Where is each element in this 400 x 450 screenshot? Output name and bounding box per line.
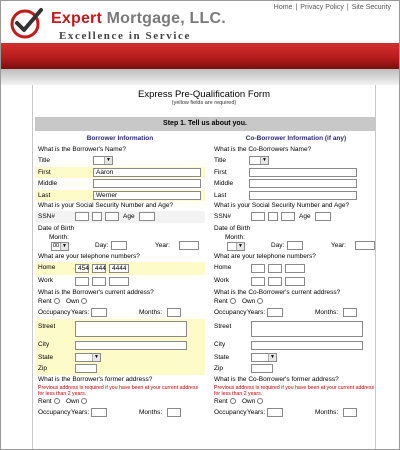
chevron-down-icon: ▼: [60, 243, 68, 250]
coborrower-heading: Co-Borrower Information (if any): [245, 135, 347, 142]
occupancy-label: Occupancy: [214, 309, 247, 316]
occupancy-label: Occupancy: [214, 408, 247, 416]
checkmark-circle-icon: [8, 5, 44, 41]
brand-name[interactable]: [51, 10, 226, 28]
ssn-label: SSN#: [214, 213, 231, 220]
coborrower-rent-own-row: [211, 298, 381, 307]
borrower-name-question: What is the Borrower's Name?: [38, 146, 126, 153]
own-label: Own: [242, 397, 256, 405]
coborrower-city-row: [211, 339, 381, 352]
coborrower-former-years-input[interactable]: [267, 408, 283, 417]
coborrower-work-phone-row: [211, 275, 381, 288]
coborrower-ssn-part2-input[interactable]: [268, 212, 278, 221]
own-label: Own: [66, 298, 80, 305]
borrower-street-row: [35, 319, 205, 339]
coborrower-ssn-part1-input[interactable]: [251, 212, 265, 221]
coborrower-title-select[interactable]: [249, 156, 269, 165]
borrower-state-row: [35, 352, 205, 364]
borrower-ssn-question: What is your Social Security Number and Age?: [38, 202, 174, 209]
years-label: Years:: [71, 408, 90, 416]
borrower-day-input[interactable]: [111, 241, 127, 250]
coborrower-work-prefix-input[interactable]: [268, 277, 282, 286]
borrower-zip-input[interactable]: [75, 364, 97, 373]
coborrower-day-input[interactable]: [287, 241, 303, 250]
day-label: Day:: [95, 242, 109, 249]
own-label: Own: [66, 397, 80, 405]
own-label: Own: [242, 298, 256, 305]
borrower-former-question: What is the Borrower's former address?: [38, 375, 153, 383]
coborrower-ssn-question: What is your Social Security Number and Age?: [214, 202, 350, 209]
months-label: Months:: [139, 408, 163, 416]
month-label: Month:: [49, 234, 69, 241]
coborrower-former-warning: Previous address is required if you have been at your current address for less than 2 years.: [214, 384, 375, 397]
state-label: State: [214, 353, 230, 361]
nav-security-link[interactable]: Site Security: [351, 4, 391, 11]
title-label: Title: [214, 157, 227, 164]
month-value: 00: [53, 243, 60, 249]
occupancy-label: Occupancy: [38, 408, 71, 416]
coborrower-first-name-input[interactable]: [249, 168, 357, 177]
borrower-former-occupancy-row: [35, 407, 205, 419]
borrower-home-prefix-input[interactable]: 444: [92, 264, 106, 273]
borrower-work-line-input[interactable]: [109, 277, 129, 286]
coborrower-dob-row: [211, 234, 381, 252]
step-1-header: Step 1. Tell us about you.: [35, 117, 375, 131]
city-label: City: [214, 340, 226, 348]
coborrower-home-area-input[interactable]: [251, 264, 265, 273]
borrower-city-input[interactable]: [75, 341, 187, 350]
coborrower-column: [211, 133, 381, 418]
coborrower-year-input[interactable]: [355, 241, 375, 250]
brand-name-rest: Mortgage, LLC.: [106, 10, 226, 27]
state-label: State: [38, 353, 54, 361]
rent-label: Rent: [214, 298, 228, 305]
borrower-work-prefix-input[interactable]: [92, 277, 106, 286]
coborrower-years-input[interactable]: [267, 308, 283, 317]
coborrower-former-rent-radio[interactable]: [230, 398, 236, 404]
months-label: Months:: [139, 309, 163, 316]
red-banner: [1, 43, 399, 69]
coborrower-age-input[interactable]: [315, 212, 331, 221]
coborrower-home-line-input[interactable]: [285, 264, 305, 273]
years-label: Years:: [247, 408, 266, 416]
borrower-ssn-row: [35, 211, 205, 223]
brand-tagline: Excellence in Service: [59, 30, 191, 42]
borrower-month-select[interactable]: [51, 242, 69, 251]
form-panel: [32, 85, 376, 450]
borrower-former-rent-own-row: [35, 398, 205, 407]
coborrower-dob-label-row: [211, 223, 381, 235]
years-label: Years:: [247, 309, 266, 316]
coborrower-month-select[interactable]: [227, 242, 245, 251]
coborrower-own-radio[interactable]: [257, 298, 263, 304]
middle-label: Middle: [38, 180, 58, 187]
borrower-ssn-part1-input[interactable]: [75, 212, 89, 221]
rent-label: Rent: [38, 298, 52, 305]
work-phone-label: Work: [38, 277, 54, 284]
chevron-down-icon: ▼: [268, 354, 276, 361]
borrower-own-radio[interactable]: [81, 298, 87, 304]
borrower-dob-row: [35, 234, 205, 252]
borrower-title-row: [35, 155, 205, 167]
brand-name-highlight: Expert: [51, 10, 107, 27]
chevron-down-icon: ▼: [104, 157, 112, 164]
ssn-label: SSN#: [38, 213, 55, 220]
city-label: City: [38, 340, 50, 348]
nav-separator: |: [295, 4, 298, 11]
borrower-work-phone-row: [35, 275, 205, 288]
middle-label: Middle: [214, 180, 234, 187]
first-label: First: [214, 168, 227, 176]
coborrower-street-row: [211, 319, 381, 339]
borrower-last-row: [35, 190, 205, 202]
coborrower-state-select[interactable]: [251, 353, 277, 362]
years-label: Years:: [71, 309, 90, 316]
borrower-city-row: [35, 339, 205, 352]
zip-label: Zip: [214, 365, 224, 372]
form-title: Express Pre-Qualification Form: [138, 89, 270, 100]
coborrower-phone-question: What are your telephone numbers?: [214, 253, 316, 260]
coborrower-former-own-radio[interactable]: [257, 398, 263, 404]
coborrower-months-input[interactable]: [343, 308, 357, 317]
last-label: Last: [38, 191, 51, 199]
borrower-home-phone-row: [35, 262, 205, 275]
borrower-street-input[interactable]: [75, 321, 187, 337]
borrower-dob-label-row: [35, 223, 205, 235]
day-label: Day:: [271, 242, 285, 249]
borrower-years-input[interactable]: [91, 308, 107, 317]
home-phone-label: Home: [38, 264, 56, 271]
coborrower-first-row: [211, 167, 381, 179]
borrower-rent-own-row: [35, 298, 205, 307]
site-header: [1, 1, 399, 43]
borrower-former-warning: Previous address is required if you have been at your current address for less than 2 years.: [38, 384, 199, 397]
street-label: Street: [38, 322, 56, 330]
coborrower-home-phone-row: [211, 262, 381, 275]
dob-label: Date of Birth: [38, 224, 75, 232]
chevron-down-icon: ▼: [92, 354, 100, 361]
age-label: Age: [123, 213, 135, 220]
months-label: Months:: [315, 408, 339, 416]
first-label: First: [38, 168, 51, 176]
coborrower-former-question: What is the Co-Borrower's former address?: [214, 375, 339, 383]
borrower-former-own-radio[interactable]: [81, 398, 87, 404]
rent-label: Rent: [214, 397, 228, 405]
coborrower-rent-radio[interactable]: [230, 298, 236, 304]
borrower-ssn-part2-input[interactable]: [92, 212, 102, 221]
borrower-middle-row: [35, 178, 205, 190]
top-nav: [274, 4, 391, 11]
home-phone-label: Home: [214, 264, 232, 271]
borrower-age-input[interactable]: [139, 212, 155, 221]
borrower-former-rent-radio[interactable]: [54, 398, 60, 404]
dob-label: Date of Birth: [214, 224, 251, 232]
coborrower-zip-input[interactable]: [251, 364, 273, 373]
borrower-phone-question: What are your telephone numbers?: [38, 253, 140, 260]
coborrower-middle-name-input[interactable]: [249, 179, 357, 188]
coborrower-title-row: [211, 155, 381, 167]
borrower-occupancy-row: [35, 307, 205, 319]
coborrower-name-question: What is the Co-Borrowers Name?: [214, 146, 312, 153]
coborrower-former-rent-own-row: [211, 398, 381, 407]
borrower-ssn-part3-input[interactable]: [105, 212, 119, 221]
borrower-zip-row: [35, 363, 205, 375]
title-label: Title: [38, 157, 51, 164]
rent-label: Rent: [38, 397, 52, 405]
coborrower-work-line-input[interactable]: [285, 277, 305, 286]
coborrower-ssn-row: [211, 211, 381, 223]
chevron-down-icon: ▼: [260, 157, 268, 164]
borrower-rent-radio[interactable]: [54, 298, 60, 304]
work-phone-label: Work: [214, 277, 230, 284]
borrower-first-name-input[interactable]: Aaron: [93, 168, 201, 177]
borrower-address-question: What is the Borrower's current address?: [38, 289, 154, 296]
borrower-former-months-input[interactable]: [167, 408, 181, 417]
borrower-column: [35, 133, 205, 418]
occupancy-label: Occupancy: [38, 309, 71, 316]
coborrower-home-prefix-input[interactable]: [268, 264, 282, 273]
banner-shadow: [1, 69, 399, 85]
borrower-middle-name-input[interactable]: [93, 179, 201, 188]
coborrower-last-name-input[interactable]: [249, 191, 357, 200]
coborrower-occupancy-row: [211, 307, 381, 319]
borrower-year-input[interactable]: [179, 241, 199, 250]
borrower-state-select[interactable]: [75, 353, 101, 362]
borrower-last-name-input[interactable]: Werner: [93, 191, 201, 200]
month-label: Month:: [225, 234, 245, 241]
borrower-work-area-input[interactable]: [75, 277, 89, 286]
coborrower-last-row: [211, 190, 381, 202]
coborrower-city-input[interactable]: [251, 341, 363, 350]
street-label: Street: [214, 322, 232, 330]
chevron-down-icon: ▼: [236, 243, 244, 250]
borrower-heading: Borrower Information: [86, 135, 154, 142]
form-note: (yellow fields are required): [171, 100, 237, 106]
zip-label: Zip: [38, 365, 48, 372]
coborrower-work-area-input[interactable]: [251, 277, 265, 286]
coborrower-middle-row: [211, 178, 381, 190]
coborrower-state-row: [211, 352, 381, 364]
coborrower-ssn-part3-input[interactable]: [281, 212, 295, 221]
nav-separator: |: [346, 4, 349, 11]
coborrower-former-months-input[interactable]: [343, 408, 357, 417]
borrower-home-area-input[interactable]: 454: [75, 264, 89, 273]
year-label: Year:: [155, 242, 170, 249]
last-label: Last: [214, 191, 227, 199]
borrower-months-input[interactable]: [167, 308, 181, 317]
borrower-first-row: [35, 167, 205, 179]
year-label: Year:: [331, 242, 346, 249]
coborrower-zip-row: [211, 363, 381, 375]
borrower-former-years-input[interactable]: [91, 408, 107, 417]
age-label: Age: [299, 213, 311, 220]
coborrower-former-occupancy-row: [211, 407, 381, 419]
coborrower-address-question: What is the Co-Borrower's current address?: [214, 289, 341, 296]
nav-privacy-link[interactable]: Privacy Policy: [300, 4, 344, 11]
coborrower-street-input[interactable]: [251, 321, 363, 337]
nav-home-link[interactable]: Home: [273, 4, 293, 11]
borrower-home-line-input[interactable]: 4444: [109, 264, 129, 273]
borrower-title-select[interactable]: [93, 156, 113, 165]
months-label: Months:: [315, 309, 339, 316]
